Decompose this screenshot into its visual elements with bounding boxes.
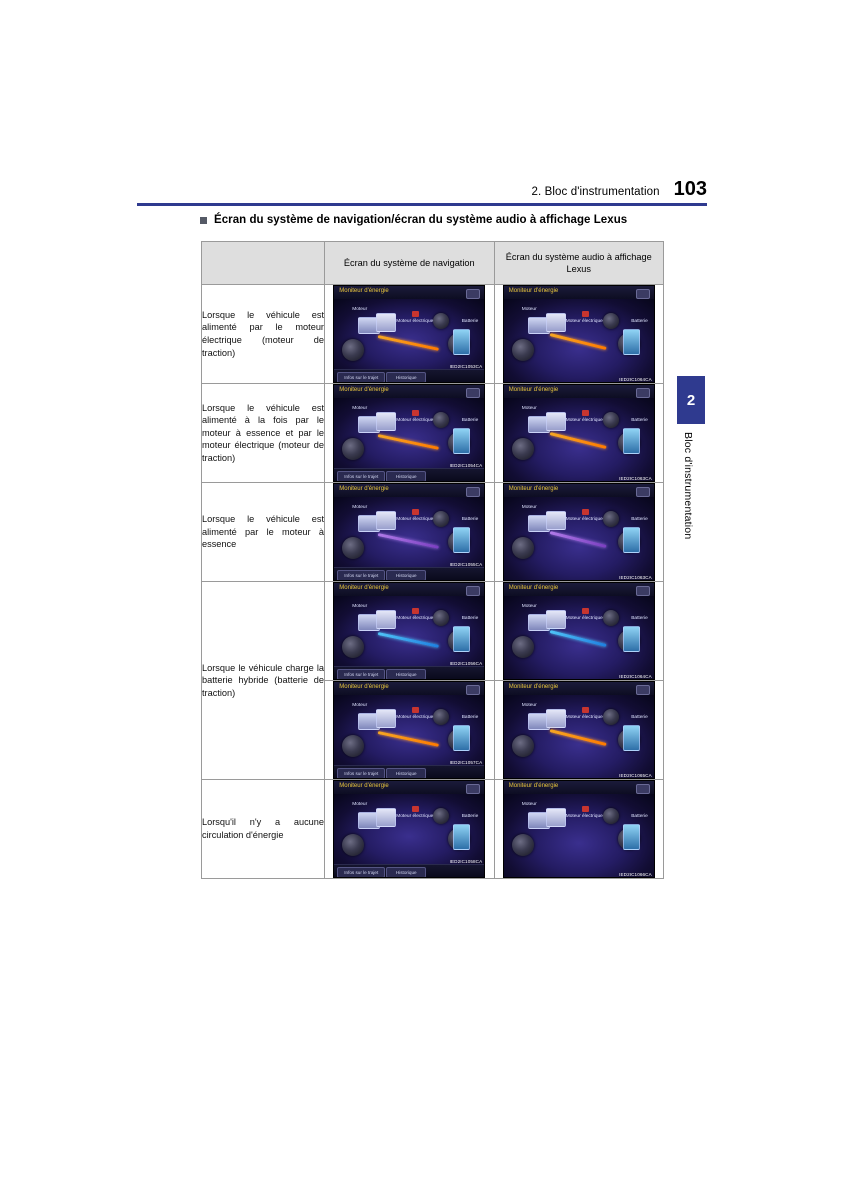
- audio-screen-cell: [494, 681, 664, 780]
- indicator-icon: [412, 410, 419, 416]
- gas-engine-icon: [546, 808, 566, 827]
- screen-top-button-icon: [636, 487, 650, 497]
- screen-title: Moniteur d'énergie: [508, 288, 559, 294]
- gas-engine-icon: [546, 709, 566, 728]
- label-battery: Batterie: [631, 319, 648, 324]
- nav-screen-cell: [325, 582, 495, 681]
- label-battery: Batterie: [631, 418, 648, 423]
- header-rule: [137, 203, 707, 206]
- label-motor: Moteur: [352, 307, 368, 312]
- trip-info-button[interactable]: Infos sur le trajet: [337, 570, 385, 581]
- energy-monitor-screenshot: [333, 285, 485, 383]
- screen-stage: [334, 398, 484, 471]
- indicator-icon: [582, 707, 589, 713]
- indicator-icon: [412, 806, 419, 812]
- figure-code: IED2IC1053CA: [449, 364, 483, 369]
- screen-top-button-icon: [466, 487, 480, 497]
- header-audio-screen: Écran du système audio à affichage Lexus: [494, 242, 664, 285]
- screen-stage: [504, 596, 654, 680]
- screen-top-button-icon: [636, 388, 650, 398]
- battery-icon: [453, 824, 470, 850]
- battery-icon: [453, 725, 470, 751]
- screen-stage: [504, 695, 654, 779]
- screen-title: Moniteur d'énergie: [339, 585, 389, 591]
- history-button[interactable]: Historique: [386, 471, 426, 482]
- label-battery: Batterie: [461, 616, 479, 621]
- battery-icon: [623, 824, 640, 850]
- gas-engine-icon: [546, 610, 566, 629]
- energy-flow-arrow: [549, 333, 606, 350]
- screen-stage: [334, 596, 484, 669]
- figure-code: IED2IC1065CA: [619, 772, 652, 778]
- section-heading: [200, 214, 627, 226]
- label-battery: Batterie: [461, 418, 479, 423]
- history-button[interactable]: Historique: [386, 372, 426, 383]
- rear-wheel-secondary-icon: [433, 313, 449, 329]
- energy-monitor-screenshot: [333, 780, 485, 878]
- chapter-title-vertical: Bloc d'instrumentation: [682, 432, 694, 540]
- screen-bottombar: [334, 765, 484, 778]
- energy-flow-arrow: [378, 335, 439, 351]
- label-motor: Moteur: [521, 703, 537, 708]
- figure-code: IED2IC1063CA: [619, 574, 652, 580]
- indicator-icon: [582, 806, 589, 812]
- screen-stage: [504, 299, 654, 383]
- audio-screen-cell: [494, 384, 664, 483]
- label-motor: Moteur: [521, 604, 537, 609]
- history-button[interactable]: Historique: [386, 570, 426, 581]
- gas-engine-icon: [376, 412, 396, 431]
- header-blank-cell: [202, 242, 325, 285]
- gas-engine-icon: [376, 610, 396, 629]
- header-nav-screen: Écran du système de navigation: [325, 242, 495, 285]
- energy-flow-arrow: [549, 531, 606, 548]
- indicator-icon: [412, 311, 419, 317]
- nav-screen-cell: [325, 384, 495, 483]
- energy-flow-arrow: [378, 731, 439, 747]
- screen-title: Moniteur d'énergie: [508, 783, 559, 789]
- history-button[interactable]: Historique: [386, 768, 426, 779]
- screen-stage: [504, 497, 654, 581]
- rear-wheel-secondary-icon: [433, 709, 449, 725]
- label-battery: Batterie: [461, 814, 479, 819]
- table-row: [202, 384, 664, 483]
- figure-code: IED2IC1056CA: [449, 661, 483, 666]
- label-motor: Moteur: [352, 406, 368, 411]
- energy-monitor-screenshot: [333, 582, 485, 680]
- label-electric-motor: Moteur électrique: [396, 715, 434, 720]
- rear-wheel-secondary-icon: [603, 709, 619, 725]
- chapter-number: 2: [686, 391, 696, 409]
- front-wheel-icon: [512, 537, 534, 559]
- nav-screen-cell: [325, 681, 495, 780]
- energy-flow-arrow: [378, 533, 439, 549]
- gas-engine-icon: [376, 808, 396, 827]
- front-wheel-icon: [512, 735, 534, 757]
- section-title-text: Écran du système de navigation/écran du système audio à affichage Lexus: [214, 214, 628, 226]
- label-motor: Moteur: [521, 505, 537, 510]
- label-motor: Moteur: [521, 307, 537, 312]
- figure-code: IED2IC1054CA: [449, 463, 483, 468]
- front-wheel-icon: [512, 339, 534, 361]
- screen-title: Moniteur d'énergie: [339, 783, 389, 789]
- front-wheel-icon: [342, 339, 364, 361]
- page-number: 103: [673, 178, 707, 200]
- audio-screen-cell: [494, 582, 664, 681]
- nav-screen-cell: [325, 780, 495, 879]
- row-label: Lorsque le véhicule est alimenté par le moteur électrique (moteur de traction): [202, 285, 325, 384]
- label-motor: Moteur: [521, 406, 537, 411]
- rear-wheel-secondary-icon: [433, 610, 449, 626]
- screen-bottombar: [334, 864, 484, 877]
- label-motor: Moteur: [352, 802, 368, 807]
- label-electric-motor: Moteur électrique: [396, 319, 434, 324]
- figure-code: IED2IC1064CA: [619, 376, 652, 382]
- front-wheel-icon: [512, 438, 534, 460]
- row-label: Lorsque le véhicule charge la batterie hybride (batterie de traction): [202, 582, 325, 780]
- indicator-icon: [582, 311, 589, 317]
- audio-screen-cell: [494, 483, 664, 582]
- figure-code: IED2IC1064CA: [619, 673, 652, 679]
- label-electric-motor: Moteur électrique: [565, 517, 603, 522]
- history-button[interactable]: Historique: [386, 669, 426, 680]
- screen-bottombar: [334, 369, 484, 382]
- screen-top-button-icon: [636, 289, 650, 299]
- label-electric-motor: Moteur électrique: [396, 418, 434, 423]
- battery-icon: [623, 428, 640, 454]
- screen-title: Moniteur d'énergie: [508, 486, 559, 492]
- screen-top-button-icon: [636, 586, 650, 596]
- history-button[interactable]: Historique: [386, 867, 426, 878]
- screen-title: Moniteur d'énergie: [339, 288, 389, 294]
- battery-icon: [453, 329, 470, 355]
- front-wheel-icon: [342, 735, 364, 757]
- energy-flow-arrow: [549, 432, 606, 449]
- gas-engine-icon: [546, 511, 566, 530]
- label-battery: Batterie: [461, 715, 479, 720]
- table-row: [202, 582, 664, 681]
- screen-top-button-icon: [636, 784, 650, 794]
- label-electric-motor: Moteur électrique: [565, 814, 603, 819]
- indicator-icon: [412, 707, 419, 713]
- front-wheel-icon: [342, 537, 364, 559]
- screen-top-button-icon: [466, 388, 480, 398]
- front-wheel-icon: [342, 834, 364, 856]
- indicator-icon: [412, 608, 419, 614]
- energy-monitor-screenshot: [503, 780, 655, 878]
- nav-screen-cell: [325, 483, 495, 582]
- screen-top-button-icon: [466, 289, 480, 299]
- screen-title: Moniteur d'énergie: [508, 585, 559, 591]
- label-motor: Moteur: [352, 703, 368, 708]
- figure-code: IED2IC1055CA: [449, 562, 483, 567]
- battery-icon: [623, 329, 640, 355]
- battery-icon: [623, 725, 640, 751]
- label-electric-motor: Moteur électrique: [565, 319, 603, 324]
- screen-title: Moniteur d'énergie: [508, 684, 559, 690]
- screen-stage: [334, 695, 484, 768]
- table-row: [202, 780, 664, 879]
- gas-engine-icon: [546, 412, 566, 431]
- gas-engine-icon: [376, 511, 396, 530]
- label-electric-motor: Moteur électrique: [396, 814, 434, 819]
- energy-flow-arrow: [549, 630, 606, 647]
- audio-screen-cell: [494, 285, 664, 384]
- front-wheel-icon: [342, 438, 364, 460]
- audio-screen-cell: [494, 780, 664, 879]
- front-wheel-icon: [342, 636, 364, 658]
- header-section-title: 2. Bloc d'instrumentation: [531, 186, 660, 198]
- rear-wheel-secondary-icon: [603, 511, 619, 527]
- row-label: Lorsque le véhicule est alimenté par le moteur à essence: [202, 483, 325, 582]
- table-row: [202, 483, 664, 582]
- label-battery: Batterie: [631, 616, 648, 621]
- energy-monitor-screenshot: [503, 285, 655, 383]
- rear-wheel-secondary-icon: [433, 808, 449, 824]
- label-electric-motor: Moteur électrique: [565, 616, 603, 621]
- screen-bottombar: [334, 567, 484, 580]
- screen-title: Moniteur d'énergie: [508, 387, 559, 393]
- screen-top-button-icon: [466, 784, 480, 794]
- square-bullet-icon: [200, 217, 207, 224]
- indicator-icon: [582, 509, 589, 515]
- screen-stage: [504, 398, 654, 482]
- energy-monitor-screenshot: [333, 483, 485, 581]
- screen-title: Moniteur d'énergie: [339, 486, 389, 492]
- rear-wheel-secondary-icon: [603, 808, 619, 824]
- label-electric-motor: Moteur électrique: [396, 517, 434, 522]
- battery-icon: [453, 527, 470, 553]
- screen-stage: [504, 794, 654, 878]
- battery-icon: [623, 527, 640, 553]
- label-battery: Batterie: [461, 319, 479, 324]
- energy-monitor-screenshot: [503, 681, 655, 779]
- figure-code: IED2IC1058CA: [449, 859, 483, 864]
- indicator-icon: [582, 410, 589, 416]
- table-header-row: [202, 242, 664, 285]
- rear-wheel-secondary-icon: [603, 313, 619, 329]
- energy-flow-arrow: [378, 434, 439, 450]
- rear-wheel-secondary-icon: [433, 511, 449, 527]
- rear-wheel-secondary-icon: [433, 412, 449, 428]
- trip-info-button[interactable]: Infos sur le trajet: [337, 867, 385, 878]
- screen-top-button-icon: [466, 586, 480, 596]
- nav-screen-cell: [325, 285, 495, 384]
- page-header: [137, 178, 707, 201]
- energy-monitor-screenshot: [503, 582, 655, 680]
- front-wheel-icon: [512, 636, 534, 658]
- rear-wheel-secondary-icon: [603, 412, 619, 428]
- indicator-icon: [412, 509, 419, 515]
- trip-info-button[interactable]: Infos sur le trajet: [337, 372, 385, 383]
- trip-info-button[interactable]: Infos sur le trajet: [337, 471, 385, 482]
- screen-bottombar: [334, 666, 484, 679]
- energy-monitor-screenshot: [503, 384, 655, 482]
- gas-engine-icon: [546, 313, 566, 332]
- screen-top-button-icon: [466, 685, 480, 695]
- screen-title: Moniteur d'énergie: [339, 684, 389, 690]
- figure-code: IED2IC1063CA: [619, 475, 652, 481]
- energy-flow-arrow: [378, 632, 439, 648]
- energy-flow-arrow: [549, 729, 606, 746]
- screen-bottombar: [334, 468, 484, 481]
- energy-monitor-screenshot: [333, 681, 485, 779]
- row-label: Lorsque le véhicule est alimenté à la fois par le moteur à essence et par le moteur électrique (moteur de traction): [202, 384, 325, 483]
- battery-icon: [623, 626, 640, 652]
- screen-title: Moniteur d'énergie: [339, 387, 389, 393]
- screen-stage: [334, 497, 484, 570]
- energy-monitor-screenshot: [503, 483, 655, 581]
- energy-monitor-screenshot: [333, 384, 485, 482]
- battery-icon: [453, 428, 470, 454]
- label-battery: Batterie: [631, 814, 648, 819]
- front-wheel-icon: [512, 834, 534, 856]
- label-battery: Batterie: [631, 715, 648, 720]
- screen-stage: [334, 299, 484, 372]
- label-electric-motor: Moteur électrique: [565, 418, 603, 423]
- label-battery: Batterie: [631, 517, 648, 522]
- chapter-tab: [677, 376, 705, 424]
- label-battery: Batterie: [461, 517, 479, 522]
- label-electric-motor: Moteur électrique: [565, 715, 603, 720]
- label-motor: Moteur: [352, 505, 368, 510]
- battery-icon: [453, 626, 470, 652]
- gas-engine-icon: [376, 709, 396, 728]
- trip-info-button[interactable]: Infos sur le trajet: [337, 669, 385, 680]
- label-electric-motor: Moteur électrique: [396, 616, 434, 621]
- figure-code: IED2IC1066CA: [619, 871, 652, 877]
- figure-code: IED2IC1057CA: [449, 760, 483, 765]
- label-motor: Moteur: [352, 604, 368, 609]
- indicator-icon: [582, 608, 589, 614]
- energy-monitor-table: [201, 241, 664, 879]
- gas-engine-icon: [376, 313, 396, 332]
- label-motor: Moteur: [521, 802, 537, 807]
- screen-top-button-icon: [636, 685, 650, 695]
- table-row: [202, 285, 664, 384]
- trip-info-button[interactable]: Infos sur le trajet: [337, 768, 385, 779]
- row-label: Lorsqu'il n'y a aucune circulation d'énergie: [202, 780, 325, 879]
- screen-stage: [334, 794, 484, 867]
- rear-wheel-secondary-icon: [603, 610, 619, 626]
